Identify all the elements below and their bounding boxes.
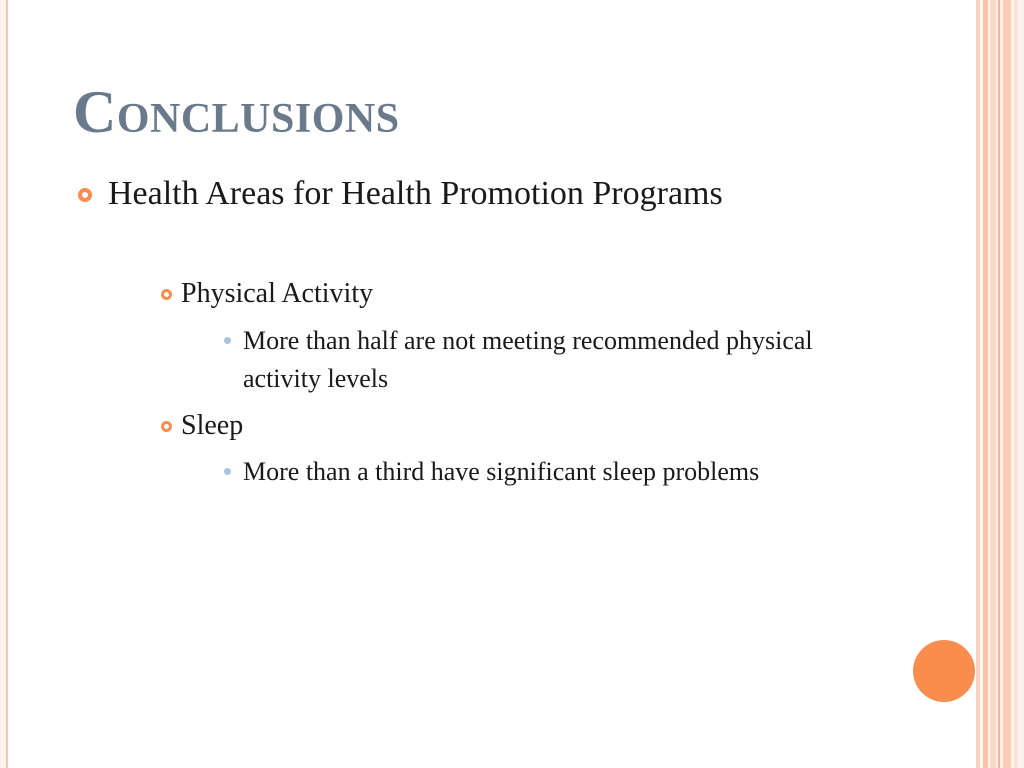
decorative-stripe — [983, 0, 988, 768]
sub-bullet-item — [161, 276, 373, 312]
bullet-text: Health Areas for Health Promotion Programs — [108, 175, 723, 212]
detail-bullet-item — [224, 322, 843, 398]
dot-bullet-icon — [224, 337, 243, 344]
decorative-stripe — [990, 0, 996, 768]
slide-title: Conclusions — [73, 79, 400, 145]
sub-bullet-text: Physical Activity — [181, 278, 374, 309]
decorative-stripe — [1014, 0, 1018, 768]
decorative-stripe — [976, 0, 980, 768]
detail-bullet-item — [224, 453, 843, 491]
sub-bullet-item — [161, 408, 243, 444]
decorative-stripe — [998, 0, 1000, 768]
detail-bullet-text: More than half are not meeting recommended physical activity levels — [243, 326, 813, 393]
detail-bullet-text: More than a third have significant sleep problems — [243, 457, 760, 486]
left-border-line — [6, 0, 8, 768]
ring-bullet-icon — [161, 421, 181, 432]
sub-bullet-text: Sleep — [181, 410, 244, 441]
ring-bullet-icon — [78, 188, 108, 202]
accent-circle-icon — [913, 640, 975, 702]
dot-bullet-icon — [224, 468, 243, 475]
ring-bullet-icon — [161, 289, 181, 300]
bullet-item — [78, 170, 798, 217]
decorative-stripe — [1003, 0, 1011, 768]
